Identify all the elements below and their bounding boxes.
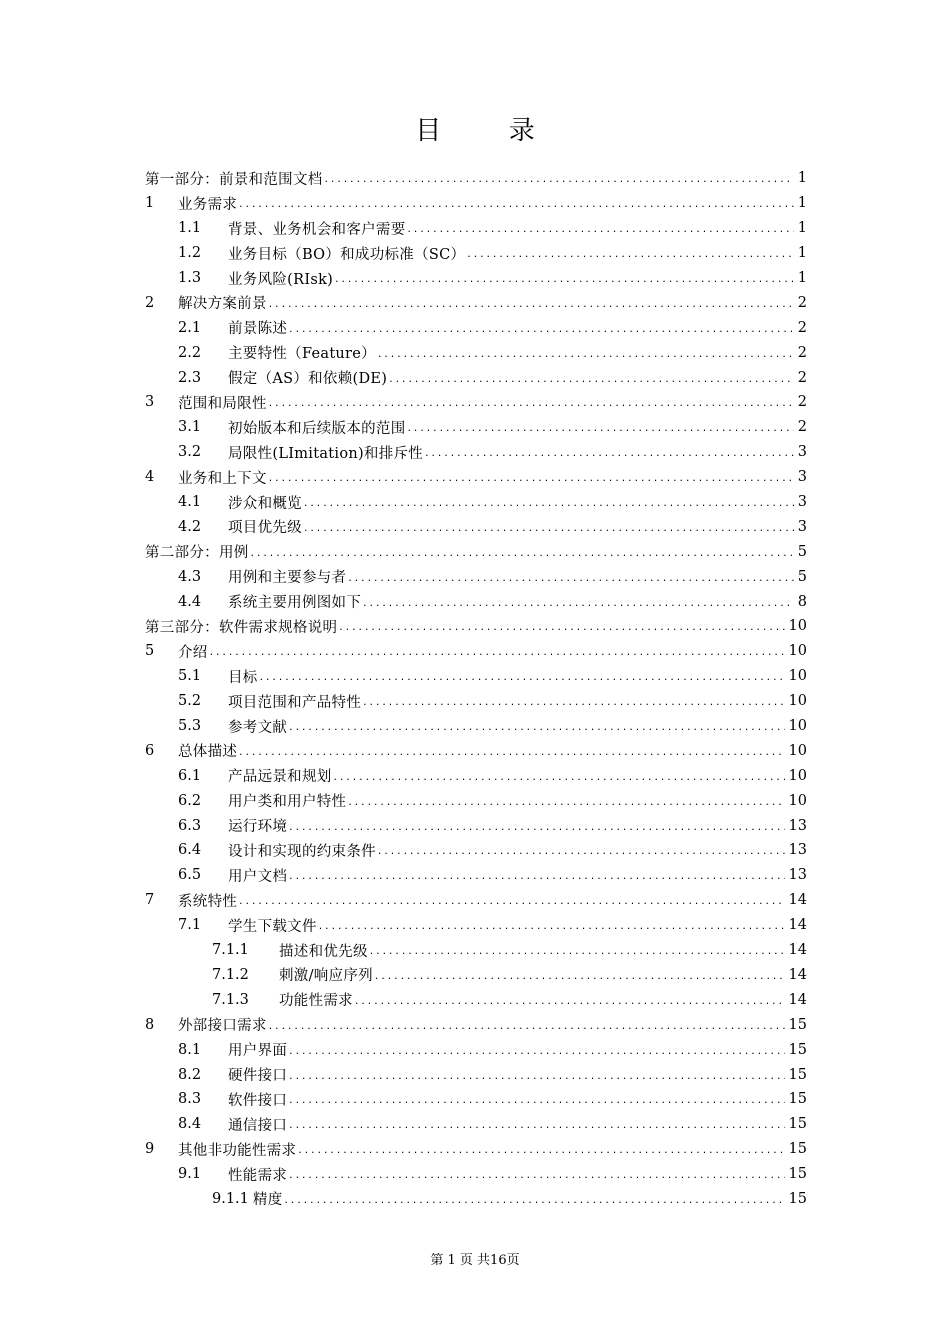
toc-page-number: 10 [788,668,807,685]
toc-page-number: 1 [797,195,807,212]
toc-dot-leader [466,250,793,260]
toc-entry-title: 背景、业务机会和客户需要 [228,221,406,238]
toc-entry-number: 8.2 [178,1066,202,1083]
toc-entry-title: 精度 [252,1192,283,1209]
toc-entry-number: 7 [145,892,155,909]
toc-dot-leader [338,623,784,633]
page-title: 目 录 [415,116,556,146]
toc-entry-number: 7.1.3 [212,991,249,1008]
page-footer: 第 1 页 共16页 [430,1253,520,1268]
toc-dot-leader [362,698,784,708]
toc-entry-title: 描述和优先级 [279,943,368,960]
toc-part-heading[interactable] [145,166,807,191]
toc-entry[interactable] [145,415,807,440]
toc-dot-leader [374,972,785,982]
toc-page-number: 13 [788,842,807,859]
toc-entry-number: 6.2 [178,792,202,809]
toc-entry[interactable] [145,315,807,340]
toc-dot-leader [238,200,794,210]
toc-entry-number: 1.3 [178,270,202,286]
toc-entry-title: 学生下载文件 [228,918,317,935]
toc-entry-title: 用户界面 [228,1043,288,1060]
toc-entry-number: 8.1 [178,1041,202,1058]
toc-dot-leader [288,1171,784,1181]
toc-entry-title: 解决方案前景 [178,296,267,313]
toc-page-number: 3 [797,469,807,486]
toc-page-number: 1 [797,220,807,237]
toc-entry-number: 9 [145,1141,155,1158]
toc-entry-number: 5.2 [178,693,202,710]
toc-page-number: 10 [788,792,807,809]
toc-entry-number: 2.3 [178,369,202,386]
toc-entry-number: 6.4 [178,842,202,859]
toc-entry[interactable] [145,589,807,614]
toc-entry[interactable] [145,191,807,216]
toc-dot-leader [297,1146,784,1156]
toc-dot-leader [406,424,793,434]
toc-entry-number: 6.1 [178,767,202,784]
toc-entry-title: 运行环境 [228,819,288,836]
toc-entry-title: 第三部分：软件需求规格说明 [145,619,338,636]
toc-entry-number: 7.1 [178,917,202,934]
toc-entry[interactable] [145,340,807,365]
toc-entry[interactable] [145,987,807,1012]
toc-entry[interactable] [145,813,807,838]
toc-entry-title: 第二部分：用例 [145,545,249,562]
toc-entry[interactable] [145,938,807,963]
toc-page-number: 13 [788,817,807,834]
toc-page-number: 10 [788,618,807,635]
toc-dot-leader [288,1047,784,1057]
toc-entry-number: 7.1.2 [212,966,249,983]
toc-dot-leader [268,1022,785,1032]
toc-entry-number: 6.3 [178,817,202,834]
toc-entry-number: 2.2 [178,344,202,361]
toc-page-number: 15 [788,1190,807,1207]
toc-page-number: 2 [797,419,807,436]
toc-dot-leader [288,872,784,882]
toc-dot-leader [318,922,785,932]
toc-entry[interactable] [145,390,807,415]
toc-page-number: 3 [797,518,807,535]
toc-entry-title: 设计和实现的约束条件 [228,843,376,860]
toc-dot-leader [347,798,784,808]
toc-entry-title: 参考文献 [228,719,288,736]
toc-entry[interactable] [145,290,807,315]
toc-dot-leader [288,1072,784,1082]
toc-page-number: 1 [797,170,807,187]
toc-dot-leader [388,375,794,385]
toc-part-heading[interactable] [145,539,807,564]
toc-entry-title: 业务风险(RIsk) [228,271,334,288]
toc-page-number: 14 [788,942,807,959]
toc-entry[interactable] [145,738,807,763]
toc-entry-title: 初始版本和后续版本的范围 [228,420,406,437]
toc-entry-number: 8.4 [178,1116,202,1133]
toc-entry-title: 系统特性 [178,893,238,910]
toc-dot-leader [288,325,794,335]
toc-dot-leader [284,1196,785,1206]
toc-entry-title: 介绍 [178,644,208,661]
toc-page-number: 1 [797,245,807,262]
toc-dot-leader [303,499,794,509]
toc-entry[interactable] [145,763,807,788]
toc-entry[interactable] [145,241,807,266]
toc-entry-title: 涉众和概览 [228,495,302,512]
toc-page-number: 3 [797,494,807,511]
toc-entry-title: 项目优先级 [228,520,302,537]
toc-dot-leader [303,524,794,534]
toc-entry-title: 产品远景和规划 [228,769,332,786]
toc-entry-title: 总体描述 [178,744,238,761]
toc-entry-title: 业务和上下文 [178,470,267,487]
toc-entry-title: 系统主要用例图如下 [228,595,362,612]
toc-entry[interactable] [145,1162,807,1187]
toc-dot-leader [334,275,794,285]
toc-dot-leader [238,748,784,758]
toc-page-number: 3 [797,444,807,461]
toc-entry[interactable] [145,1037,807,1062]
toc-dot-leader [268,300,794,310]
toc-entry[interactable] [145,440,807,465]
toc-entry-title: 外部接口需求 [178,1018,267,1035]
toc-dot-leader [333,773,785,783]
toc-entry[interactable] [145,1187,807,1212]
toc-page-number: 10 [788,643,807,660]
toc-entry-number: 5.3 [178,718,202,735]
toc-dot-leader [377,847,785,857]
toc-entry-title: 业务需求 [178,196,238,213]
toc-entry-number: 4.2 [178,518,202,535]
toc-dot-leader [288,823,784,833]
toc-entry[interactable] [145,1062,807,1087]
toc-dot-leader [288,1121,784,1131]
toc-dot-leader [268,474,794,484]
toc-entry-number: 4.1 [178,494,202,511]
toc-page-number: 15 [788,1041,807,1058]
toc-entry-number: 1 [145,195,155,212]
toc-page-number: 2 [797,369,807,386]
toc-page-number: 15 [788,1066,807,1083]
toc-dot-leader [259,673,785,683]
table-of-contents [145,166,807,1211]
toc-entry[interactable] [145,1137,807,1162]
toc-page-number: 14 [788,966,807,983]
toc-entry-number: 8.3 [178,1091,202,1108]
toc-entry-number: 3 [145,394,155,411]
toc-page-number: 10 [788,693,807,710]
toc-dot-leader [268,399,794,409]
toc-entry-number: 2.1 [178,319,202,336]
toc-entry[interactable] [145,1087,807,1112]
toc-dot-leader [354,997,785,1007]
toc-dot-leader [377,350,794,360]
toc-entry[interactable] [145,913,807,938]
toc-dot-leader [288,1096,784,1106]
toc-page-number: 2 [797,394,807,411]
toc-entry[interactable] [145,514,807,539]
toc-page-number: 15 [788,1016,807,1033]
toc-page-number: 1 [797,270,807,286]
toc-page-number: 10 [788,767,807,784]
toc-entry-number: 8 [145,1016,155,1033]
toc-entry-title: 前景陈述 [228,321,288,338]
toc-entry-number: 1.1 [178,220,202,237]
toc-entry[interactable] [145,838,807,863]
toc-page-number: 10 [788,742,807,759]
toc-page-number: 14 [788,917,807,934]
toc-entry-title: 其他非功能性需求 [178,1142,297,1159]
toc-entry-title: 假定（AS）和依赖(DE) [228,371,388,388]
toc-entry[interactable] [145,266,807,291]
toc-page-number: 14 [788,991,807,1008]
toc-dot-leader [406,225,793,235]
toc-entry-number: 7.1.1 [212,942,249,959]
toc-entry-number: 4.4 [178,593,202,610]
toc-entry-title: 用户类和用户特性 [228,794,347,811]
toc-entry-title: 局限性(LImitation)和排斥性 [228,445,424,462]
toc-entry-number: 6 [145,742,155,759]
toc-page-number: 8 [797,593,807,610]
toc-entry-title: 第一部分：前景和范围文档 [145,171,323,188]
toc-entry[interactable] [145,788,807,813]
toc-entry[interactable] [145,963,807,988]
toc-part-heading[interactable] [145,614,807,639]
toc-entry-number: 4.3 [178,568,202,585]
toc-entry-title: 通信接口 [228,1117,288,1134]
toc-entry-number: 1.2 [178,245,202,262]
toc-page-number: 10 [788,718,807,735]
toc-entry[interactable] [145,863,807,888]
toc-page-number: 2 [797,319,807,336]
toc-entry-title: 用户文档 [228,868,288,885]
toc-dot-leader [250,549,794,559]
toc-entry-number: 3.2 [178,444,202,461]
toc-dot-leader [288,723,784,733]
toc-entry[interactable] [145,714,807,739]
toc-entry-number: 5 [145,643,155,660]
toc-entry-number: 5.1 [178,668,202,685]
toc-dot-leader [238,897,784,907]
toc-entry[interactable] [145,689,807,714]
toc-dot-leader [362,599,794,609]
toc-page-number: 15 [788,1141,807,1158]
toc-entry-title: 软件接口 [228,1092,288,1109]
toc-entry[interactable] [145,365,807,390]
toc-entry[interactable] [145,564,807,589]
toc-entry-title: 刺激/响应序列 [279,968,373,985]
toc-page-number: 13 [788,867,807,884]
toc-dot-leader [369,947,785,957]
toc-page-number: 14 [788,892,807,909]
toc-entry-number: 9.1.1 [212,1190,249,1207]
toc-entry-title: 项目范围和产品特性 [228,694,362,711]
toc-dot-leader [323,175,793,185]
toc-entry-title: 主要特性（Feature） [228,346,376,363]
toc-entry-title: 目标 [228,669,258,686]
toc-entry-number: 3.1 [178,419,202,436]
toc-page-number: 2 [797,294,807,311]
toc-page-number: 2 [797,344,807,361]
toc-entry-title: 功能性需求 [279,993,353,1010]
toc-entry-number: 9.1 [178,1166,202,1183]
toc-entry[interactable] [145,465,807,490]
toc-entry[interactable] [145,1112,807,1137]
toc-entry[interactable] [145,888,807,913]
toc-entry[interactable] [145,639,807,664]
toc-page-number: 15 [788,1116,807,1133]
toc-page-number: 5 [797,568,807,585]
toc-page-number: 5 [797,543,807,560]
toc-entry-title: 业务目标（BO）和成功标准（SC） [228,246,466,263]
toc-entry-title: 性能需求 [228,1167,288,1184]
toc-entry[interactable] [145,1012,807,1037]
toc-entry-title: 硬件接口 [228,1068,288,1084]
toc-dot-leader [209,648,785,658]
toc-page-number: 15 [788,1091,807,1108]
toc-entry-number: 2 [145,294,155,311]
toc-page-number: 15 [788,1166,807,1183]
toc-entry-number: 4 [145,469,155,486]
toc-entry[interactable] [145,216,807,241]
toc-dot-leader [347,574,793,584]
toc-entry-title: 范围和局限性 [178,395,267,412]
toc-entry[interactable] [145,664,807,689]
toc-dot-leader [424,449,794,459]
toc-entry-title: 用例和主要参与者 [228,570,347,587]
toc-entry[interactable] [145,490,807,515]
toc-entry-number: 6.5 [178,867,202,884]
